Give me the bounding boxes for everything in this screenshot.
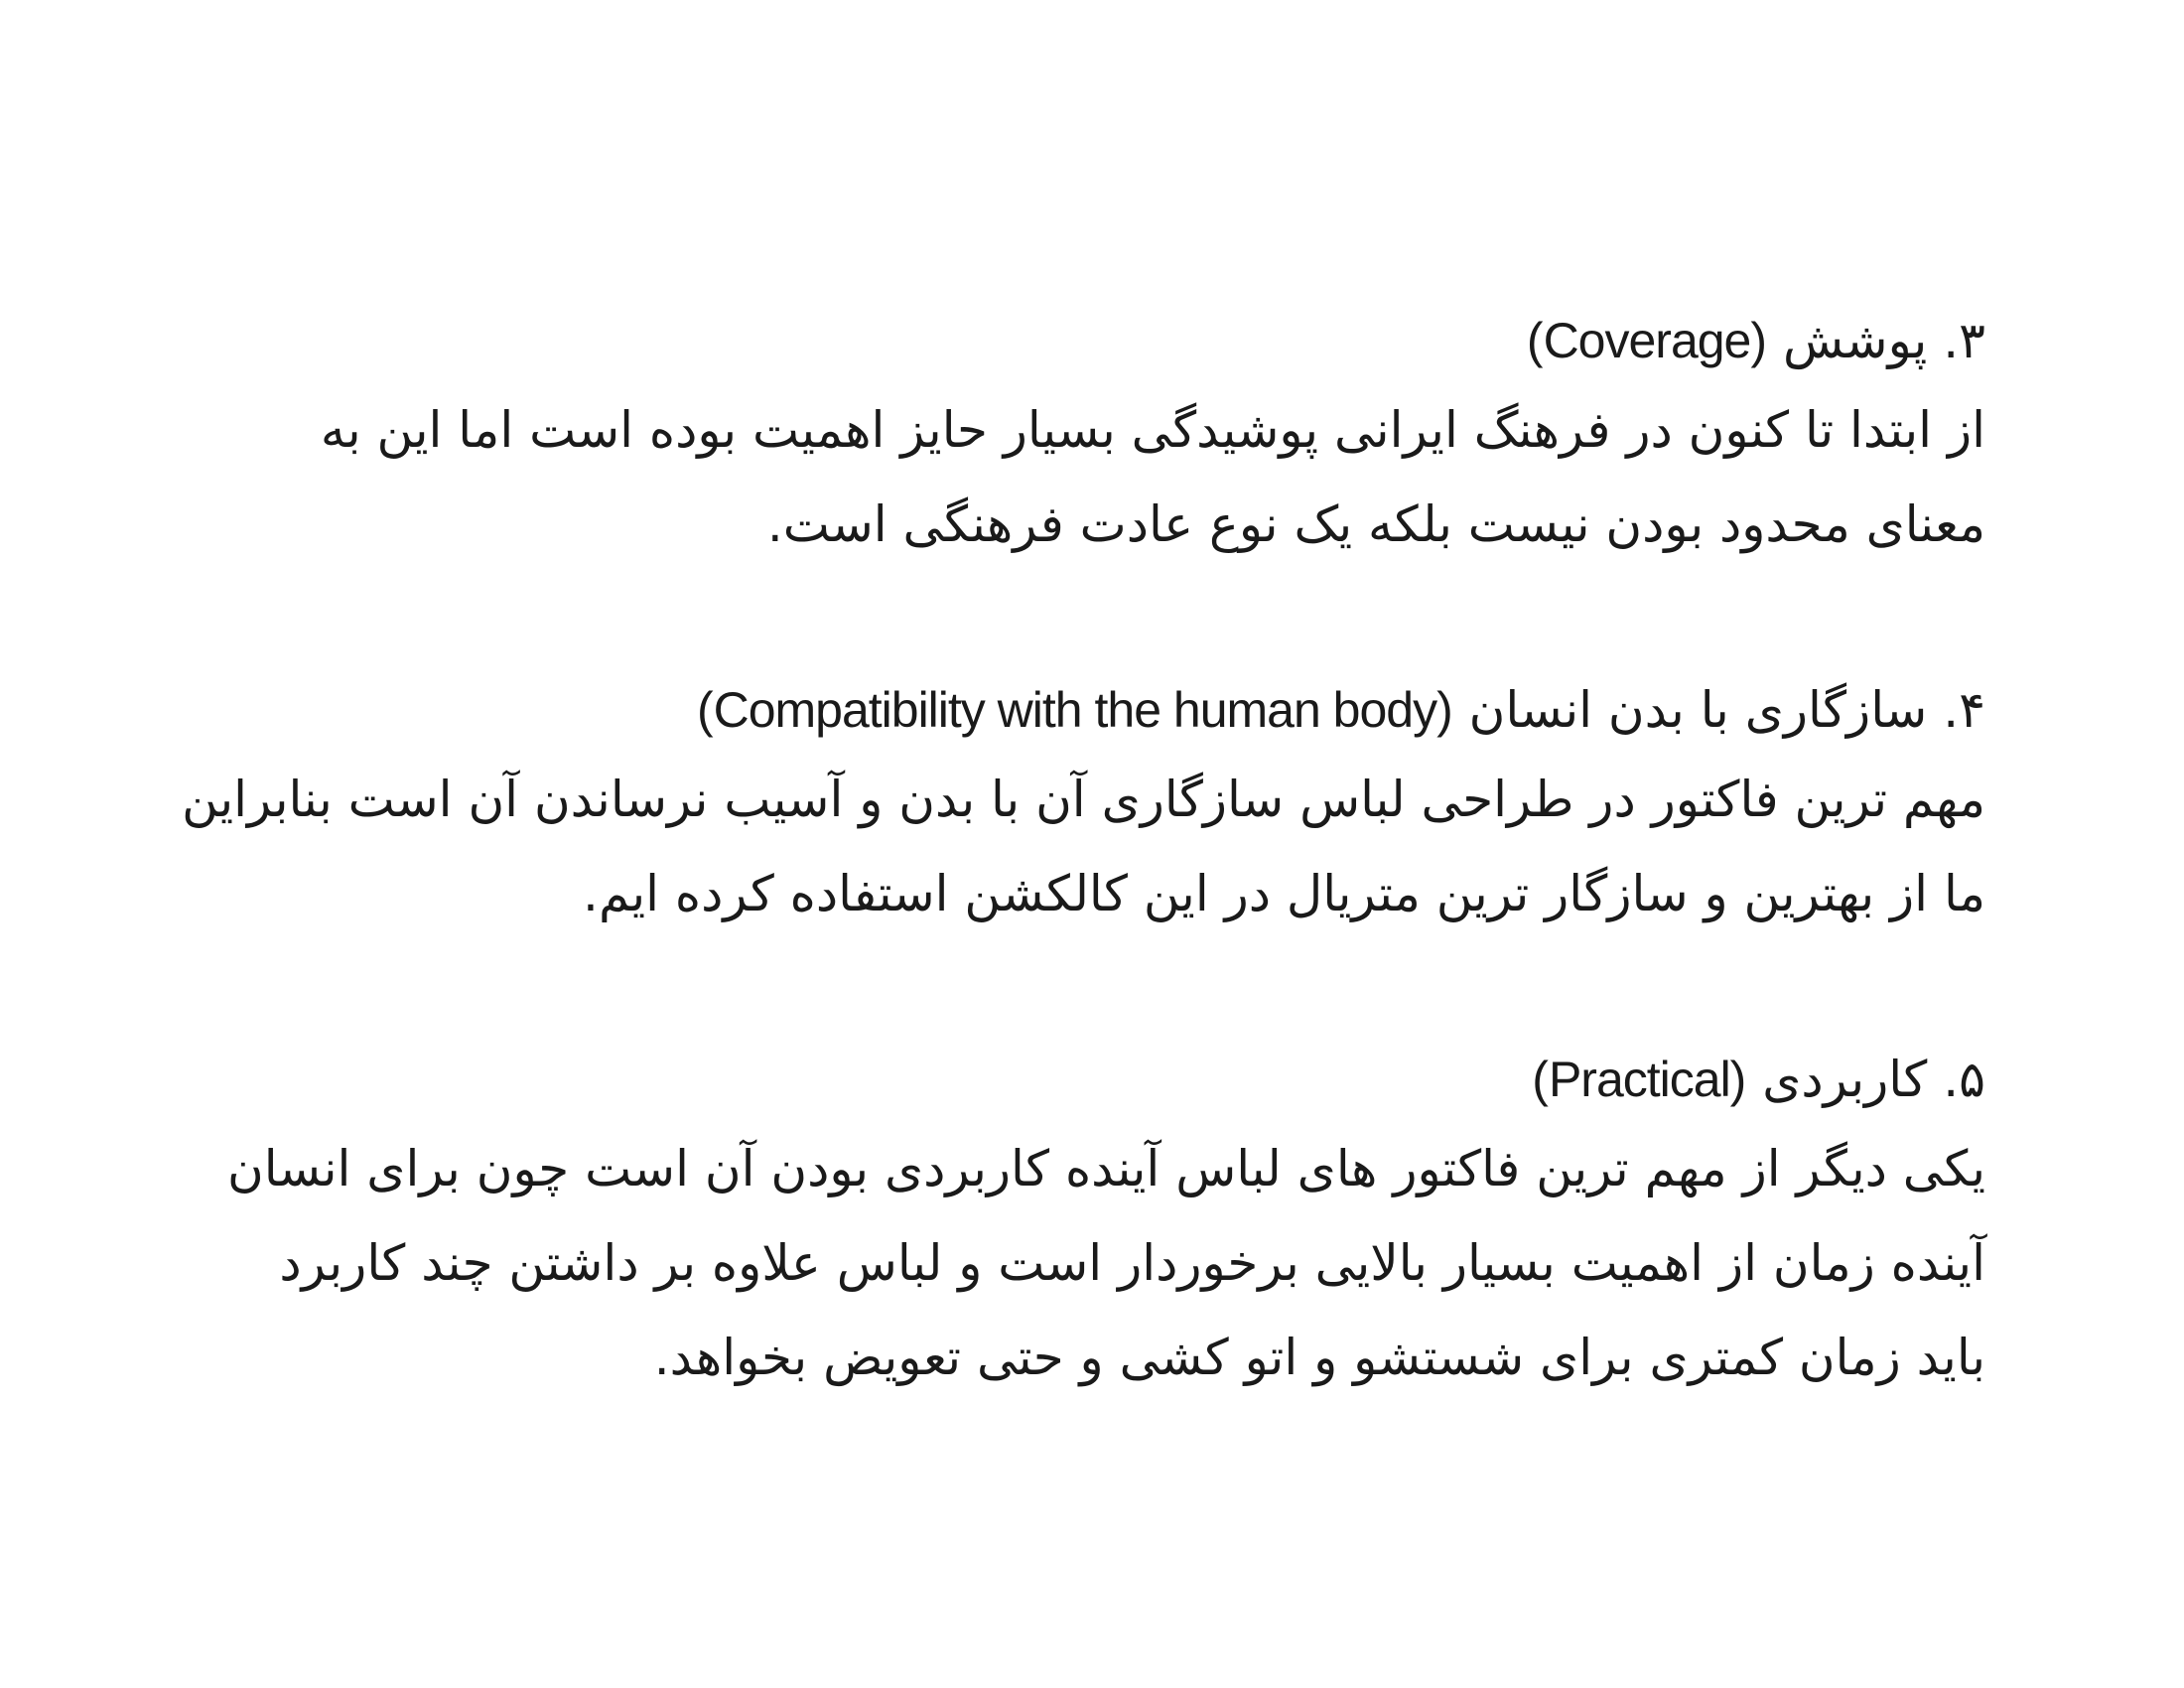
section-title-fa: پوشش [1782,312,1928,369]
paragraph-line: معنای محدود بودن نیست بلکه یک نوع عادت فرهنگی است. [766,495,1985,553]
paragraph-line: یکی دیگر از مهم ترین فاکتور های لباس آینده کاربردی بودن آن است چون برای انسان [227,1140,1985,1197]
section-paragraph [218,1122,1985,1405]
section-compatibility [182,667,1985,941]
section-coverage [218,298,1985,572]
section-paragraph [218,383,1985,572]
document-body [182,298,1985,1405]
section-heading [218,667,1985,753]
section-title-fa: سازگاری با بدن انسان [1468,681,1928,739]
paragraph-line: مهم ترین فاکتور در طراحی لباس سازگاری آن با بدن و آسیب نرساندن آن است بنابراین [182,771,1985,828]
section-title-en: (Practical) [1532,1052,1747,1107]
paragraph-line: آینده زمان از اهمیت بسیار بالایی برخوردار است و لباس علاوه بر داشتن چند کاربرد [279,1234,1985,1292]
paragraph-line: از ابتدا تا کنون در فرهنگ ایرانی پوشیدگی بسیار حایز اهمیت بوده است اما این به [320,401,1985,459]
section-title-en: (Coverage) [1526,313,1768,368]
section-title-fa: کاربردی [1762,1051,1928,1108]
paragraph-line: ما از بهترین و سازگار ترین متریال در این کالکشن استفاده کرده ایم. [583,865,1985,922]
section-number: ۵. [1943,1051,1985,1108]
section-title-en: (Compatibility with the human body) [696,682,1453,738]
section-number: ۳. [1943,312,1985,369]
section-heading [218,1037,1985,1122]
section-paragraph [182,753,1985,941]
section-heading [218,298,1985,383]
paragraph-line: باید زمان کمتری برای شستشو و اتو کشی و حتی تعویض بخواهد. [653,1329,1985,1386]
section-practical [218,1037,1985,1405]
section-number: ۴. [1943,681,1985,739]
